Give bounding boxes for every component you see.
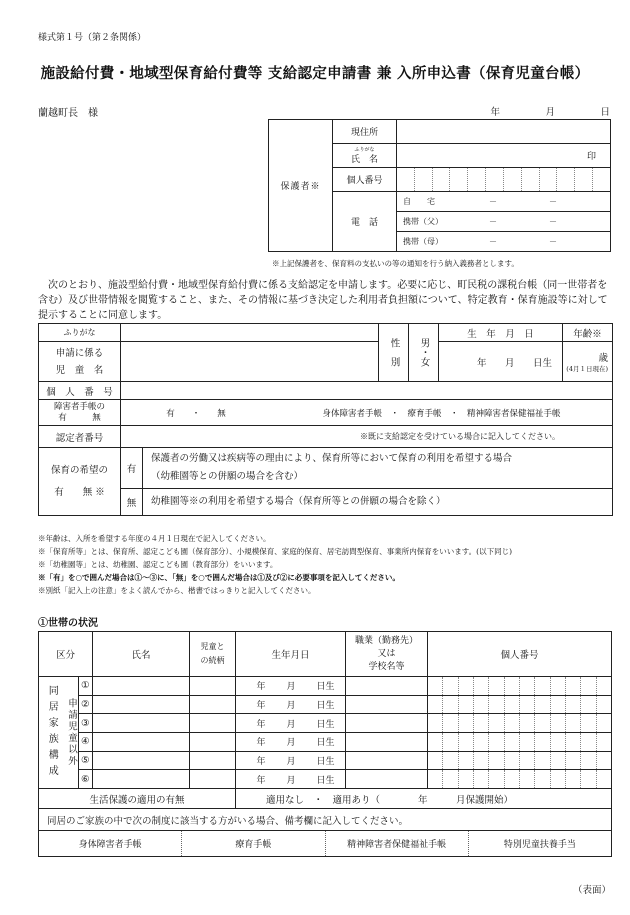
- phone-mother[interactable]: 携帯（母） － －: [397, 232, 611, 252]
- hdr-job: 職業（勤務先） 又は 学校名等: [346, 632, 428, 677]
- member-birth-6[interactable]: 年 月 日生: [236, 770, 346, 789]
- cert-types-row: [39, 831, 612, 857]
- member-birth-1[interactable]: 年 月 日生: [236, 677, 346, 696]
- member-mynumber-2[interactable]: [428, 695, 612, 714]
- handbook-field[interactable]: 有 ・ 無 身体障害者手帳 ・ 療育手帳 ・ 精神障害者保健福祉手帳: [121, 400, 613, 426]
- cert-physical[interactable]: 身体障害者手帳: [78, 840, 142, 850]
- birth-field[interactable]: 年 月 日生: [439, 342, 563, 382]
- hdr-relation: 児童と の続柄: [190, 632, 236, 677]
- member-name-4[interactable]: [93, 732, 190, 751]
- phone-home[interactable]: 自 宅 － －: [397, 192, 611, 212]
- hdr-birth: 生年月日: [236, 632, 346, 677]
- date-month: 月: [545, 107, 555, 118]
- child-table: [38, 323, 613, 516]
- address-label: 現住所: [333, 120, 397, 144]
- member-mynumber-5[interactable]: [428, 751, 612, 770]
- child-name-label: 申請に係る 児 童 名: [39, 342, 121, 382]
- member-mynumber-1[interactable]: [428, 677, 612, 696]
- note-5: ※別紙「記入上の注意」をよく読んでから、楷書ではっきりと記入してください。: [38, 586, 316, 595]
- sub-label-col: 申請児童以外 ① ② ③ ④ ⑤ ⑥: [65, 677, 93, 789]
- name-field[interactable]: [397, 144, 611, 168]
- consent-paragraph: 次のとおり、施設型給付費・地域型保育給付費に係る支給認定を申請します。必要に応じ、町民税の課税台帳（同一世帯者を含む）及び世帯情報を閲覧すること、また、その情報に基づき決定した利用者負担額について、特定教育・保育施設等に対して提示することに同意します。: [38, 280, 608, 321]
- child-mynumber-label: 個 人 番 号: [39, 382, 121, 400]
- member-relation-2[interactable]: [190, 695, 236, 714]
- mynumber-field[interactable]: [397, 168, 611, 192]
- seal-mark: 印: [586, 152, 596, 162]
- member-name-5[interactable]: [93, 751, 190, 770]
- member-relation-4[interactable]: [190, 732, 236, 751]
- member-job-5[interactable]: [346, 751, 428, 770]
- name-label: ふりがな 氏 名: [333, 144, 397, 168]
- furigana-label: ふりがな: [39, 324, 121, 342]
- member-mynumber-3[interactable]: [428, 714, 612, 733]
- section-household-title: ①世帯の状況: [38, 618, 98, 629]
- member-relation-6[interactable]: [190, 770, 236, 789]
- phone-father[interactable]: 携帯（父） － －: [397, 212, 611, 232]
- group-label: 同居家族構成: [39, 677, 65, 789]
- family-note: 同居のご家族の中で次の制度に該当する方がいる場合、備考欄に記入してください。: [39, 809, 612, 831]
- member-job-3[interactable]: [346, 714, 428, 733]
- welfare-label: 生活保護の適用の有無: [39, 789, 236, 809]
- member-mynumber-6[interactable]: [428, 770, 612, 789]
- welfare-options[interactable]: 適用なし ・ 適用あり（ 年 月保護開始）: [236, 789, 612, 809]
- member-relation-3[interactable]: [190, 714, 236, 733]
- member-name-6[interactable]: [93, 770, 190, 789]
- cert-special-allowance[interactable]: 特別児童扶養手当: [468, 831, 611, 856]
- age-field[interactable]: 歳 (4月１日現在): [563, 342, 613, 382]
- guardian-table: [268, 119, 611, 252]
- date-field[interactable]: [460, 104, 610, 118]
- child-mynumber-field[interactable]: [121, 382, 613, 400]
- wish-yes-option[interactable]: 有 保護者の労働又は疾病等の理由により、保育所等において保育の利用を希望する場合 （幼稚園等との併願の場合を含む）: [121, 448, 613, 489]
- member-relation-5[interactable]: [190, 751, 236, 770]
- member-name-1[interactable]: [93, 677, 190, 696]
- member-birth-4[interactable]: 年 月 日生: [236, 732, 346, 751]
- name-ruby: ふりがな: [354, 147, 375, 153]
- sex-options[interactable]: 男・女: [409, 324, 439, 382]
- hdr-name: 氏名: [93, 632, 190, 677]
- guardian-label: 保護者※: [269, 120, 333, 252]
- guardian-note: ※上記保護者を、保育料の支払いの等の通知を行う納入義務者とします。: [272, 259, 519, 268]
- note-4: ※「有」を○で囲んだ場合は①～③に、「無」を○で囲んだ場合は①及び②に必要事項を記入してください。: [38, 573, 400, 582]
- addressee: 蘭越町長 様: [38, 108, 98, 119]
- member-job-1[interactable]: [346, 677, 428, 696]
- birth-label: 生 年 月 日: [439, 324, 563, 342]
- note-1: ※年齢は、入所を希望する年度の４月１日現在で記入してください。: [38, 534, 271, 543]
- age-label: 年齢※: [563, 324, 613, 342]
- page-side-label: （表面）: [573, 885, 612, 896]
- note-3: ※「幼稚園等」とは、幼稚園、認定こども園（教育部分）をいいます。: [38, 560, 278, 569]
- cert-rehab[interactable]: 療育手帳: [181, 831, 324, 856]
- furigana-field[interactable]: [121, 324, 379, 342]
- wish-label: 保育の希望の 有 無 ※: [39, 448, 121, 516]
- sex-label: 性 別: [379, 324, 409, 382]
- cert-mental[interactable]: 精神障害者保健福祉手帳: [325, 831, 468, 856]
- mynumber-label: 個人番号: [333, 168, 397, 192]
- hdr-kubun: 区分: [39, 632, 93, 677]
- notes: [38, 532, 618, 597]
- date-year: 年: [490, 107, 500, 118]
- member-mynumber-4[interactable]: [428, 732, 612, 751]
- member-birth-3[interactable]: 年 月 日生: [236, 714, 346, 733]
- handbook-label: 障害者手帳の 有 無: [39, 400, 121, 426]
- form-number: 様式第１号（第２条関係）: [38, 33, 147, 43]
- child-name-field[interactable]: [121, 342, 379, 382]
- member-name-3[interactable]: [93, 714, 190, 733]
- wish-no-option[interactable]: 無 幼稚園等※の利用を希望する場合（保育所等との併願の場合を除く）: [121, 489, 613, 516]
- household-table: [38, 631, 612, 857]
- cert-no-field[interactable]: ※既に支給認定を受けている場合に記入してください。: [121, 426, 613, 448]
- page-title: 施設給付費・地域型保育給付費等 支給認定申請書 兼 入所申込書（保育児童台帳）: [40, 65, 590, 82]
- member-name-2[interactable]: [93, 695, 190, 714]
- address-field[interactable]: [397, 120, 611, 144]
- member-birth-2[interactable]: 年 月 日生: [236, 695, 346, 714]
- member-job-4[interactable]: [346, 732, 428, 751]
- member-job-2[interactable]: [346, 695, 428, 714]
- date-day: 日: [600, 107, 610, 118]
- hdr-mynumber: 個人番号: [428, 632, 612, 677]
- phone-label: 電 話: [333, 192, 397, 252]
- cert-no-label: 認定者番号: [39, 426, 121, 448]
- note-2: ※「保育所等」とは、保育所、認定こども園（保育部分）、小規模保育、家庭的保育、居宅訪問型保育、事業所内保育をいいます。(以下同じ): [38, 547, 512, 556]
- member-relation-1[interactable]: [190, 677, 236, 696]
- member-job-6[interactable]: [346, 770, 428, 789]
- member-birth-5[interactable]: 年 月 日生: [236, 751, 346, 770]
